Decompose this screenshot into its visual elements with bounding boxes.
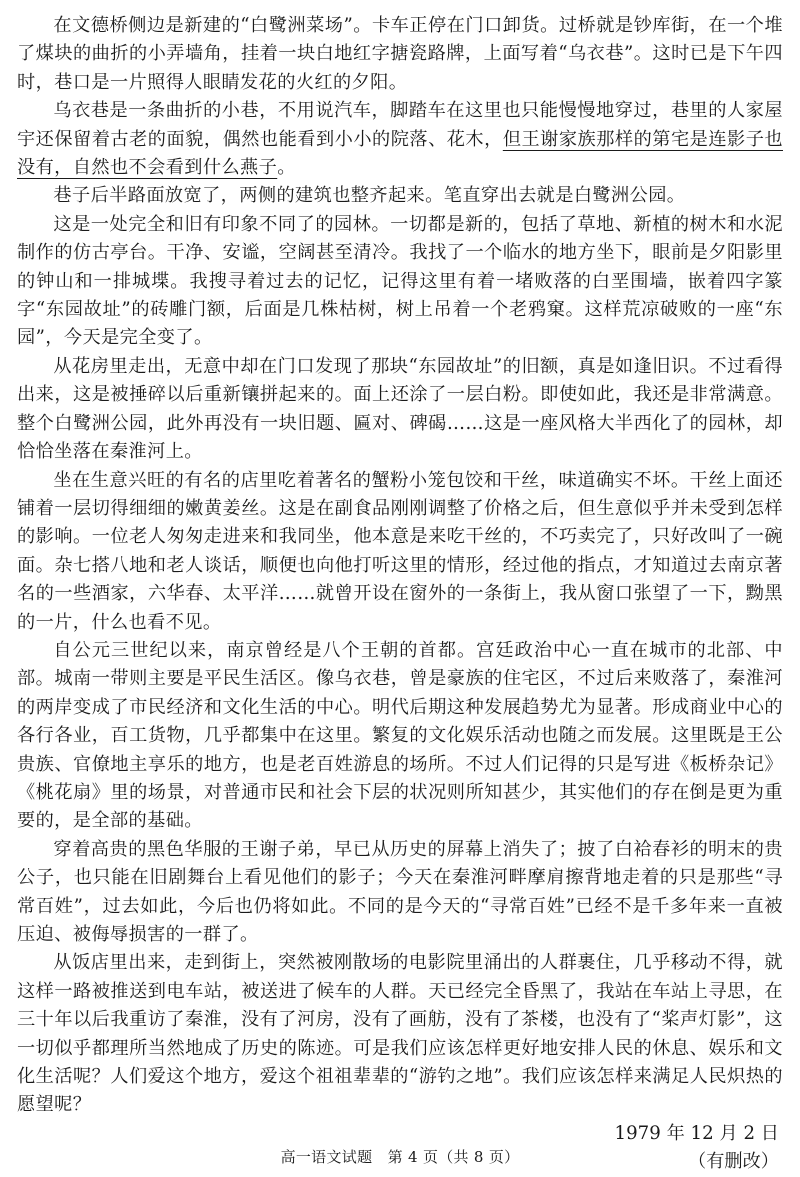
paragraph-6: 坐在生意兴旺的有名的店里吃着著名的蟹粉小笼包饺和干丝，味道确实不坏。干丝上面还铺着一层切得细细的嫩黄姜丝。这是在副食品刚刚调整了价格之后，但生意似乎并未受到怎样的影响。一位老人匆匆走进来和我同坐，他本意是来吃干丝的，不巧卖完了，只好改叫了一碗面。杂七搭八地和老人谈话，顺便也向他打听这里的情形，经过他的指点，才知道过去南京著名的一些酒家，六华春、太平洋……就曾开设在窗外的一条街上，我从窗口张望了一下，黝黑的一片，什么也看不见。 <box>17 469 783 633</box>
paragraph-7: 自公元三世纪以来，南京曾经是八个王朝的首都。宫廷政治中心一直在城市的北部、中部。城南一带则主要是平民生活区。像乌衣巷，曾是豪族的住宅区，不过后来败落了，秦淮河的两岸变成了市民经济和文化生活的中心。明代后期这种发展趋势尤为显著。形成商业中心的各行各业，百工货物，几乎都集中在这里。繁复的文化娱乐活动也随之而发展。这里既是王公贵族、官僚地主享乐的地方，也是老百姓游息的场所。不过人们记得的只是写进《板桥杂记》《桃花扇》里的场景，对普通市民和社会下层的状况则所知甚少，其实他们的存在倒是更为重要的，是全部的基础。 <box>17 639 783 832</box>
paragraph-4: 这是一处完全和旧有印象不同了的园林。一切都是新的，包括了草地、新植的树木和水泥制作的仿古亭台。干净、安谧，空阔甚至清冷。我找了一个临水的地方坐下，眼前是夕阳影里的钟山和一排城堞。我搜寻着过去的记忆，记得这里有着一堵败落的白垩围墙，嵌着四字篆字“东园故址”的砖雕门额，后面是几株枯树，树上吊着一个老鸦窠。这样荒凉破败的一座“东园”，今天是完全变了。 <box>17 213 783 349</box>
page-footer: 高一语文试题 第 4 页（共 8 页） <box>280 1148 520 1166</box>
paragraph-2-text-a: 乌衣巷是一条曲折的小巷，不用说汽车，脚踏车在这里也只能慢慢地穿过，巷里的人家屋宇还保留着古老的面貌，偶然也能看到小小的院落、花木， <box>17 100 783 150</box>
paragraph-2-text-b: 。 <box>277 157 296 179</box>
article-body <box>17 12 783 1177</box>
exam-page <box>17 12 783 1173</box>
paragraph-9: 从饭店里出来，走到街上，突然被刚散场的电影院里涌出的人群裹住，几乎移动不得，就这样一路被推送到电车站，被送进了候车的人群。天已经完全昏黑了，我站在车站上寻思，在三十年以后我重访了秦淮，没有了河房，没有了画舫，没有了茶楼，也没有了“桨声灯影”，这一切似乎都理所当然地成了历史的陈迹。可是我们应该怎样更好地安排人民的休息、娱乐和文化生活呢？人们爱这个地方，爱这个祖祖辈辈的“游钓之地”。我们应该怎样来满足人民炽热的愿望呢？ <box>17 952 783 1116</box>
paragraph-8: 穿着高贵的黑色华服的王谢子弟，早已从历史的屏幕上消失了；披了白袷春衫的明末的贵公子，也只能在旧剧舞台上看见他们的影子；今天在秦淮河畔摩肩擦背地走着的只是那些“寻常百姓”，过去如此，今后也仍将如此。不同的是今天的“寻常百姓”已经不是千多年来一直被压迫、被侮辱损害的一群了。 <box>17 838 783 945</box>
article-date: 1979 年 12 月 2 日 <box>614 1122 779 1144</box>
paragraph-3: 巷子后半路面放宽了，两侧的建筑也整齐起来。笔直穿出去就是白鹭洲公园。 <box>53 185 686 207</box>
underlined-sentence: 但王谢家族那样的第宅是连影子也没有，自然也不会看到什么燕子 <box>17 128 783 179</box>
paragraph-1: 在文德桥侧边是新建的“白鹭洲菜场”。卡车正停在门口卸货。过桥就是钞库街，在一个堆了煤块的曲折的小弄墙角，挂着一块白地红字搪瓷路牌，上面写着“乌衣巷”。这时已是下午四时，巷口是一片照得人眼睛发花的火红的夕阳。 <box>17 15 783 93</box>
paragraph-2 <box>17 97 783 182</box>
edit-note: （有删改） <box>688 1151 779 1173</box>
paragraph-5: 从花房里走出，无意中却在门口发现了那块“东园故址”的旧额，真是如逢旧识。不过看得出来，这是被捶碎以后重新镶拼起来的。面上还涂了一层白粉。即使如此，我还是非常满意。整个白鹭洲公园，此外再没有一块旧题、匾对、碑碣……这是一座风格大半西化了的园林，却恰恰坐落在秦淮河上。 <box>17 355 783 463</box>
